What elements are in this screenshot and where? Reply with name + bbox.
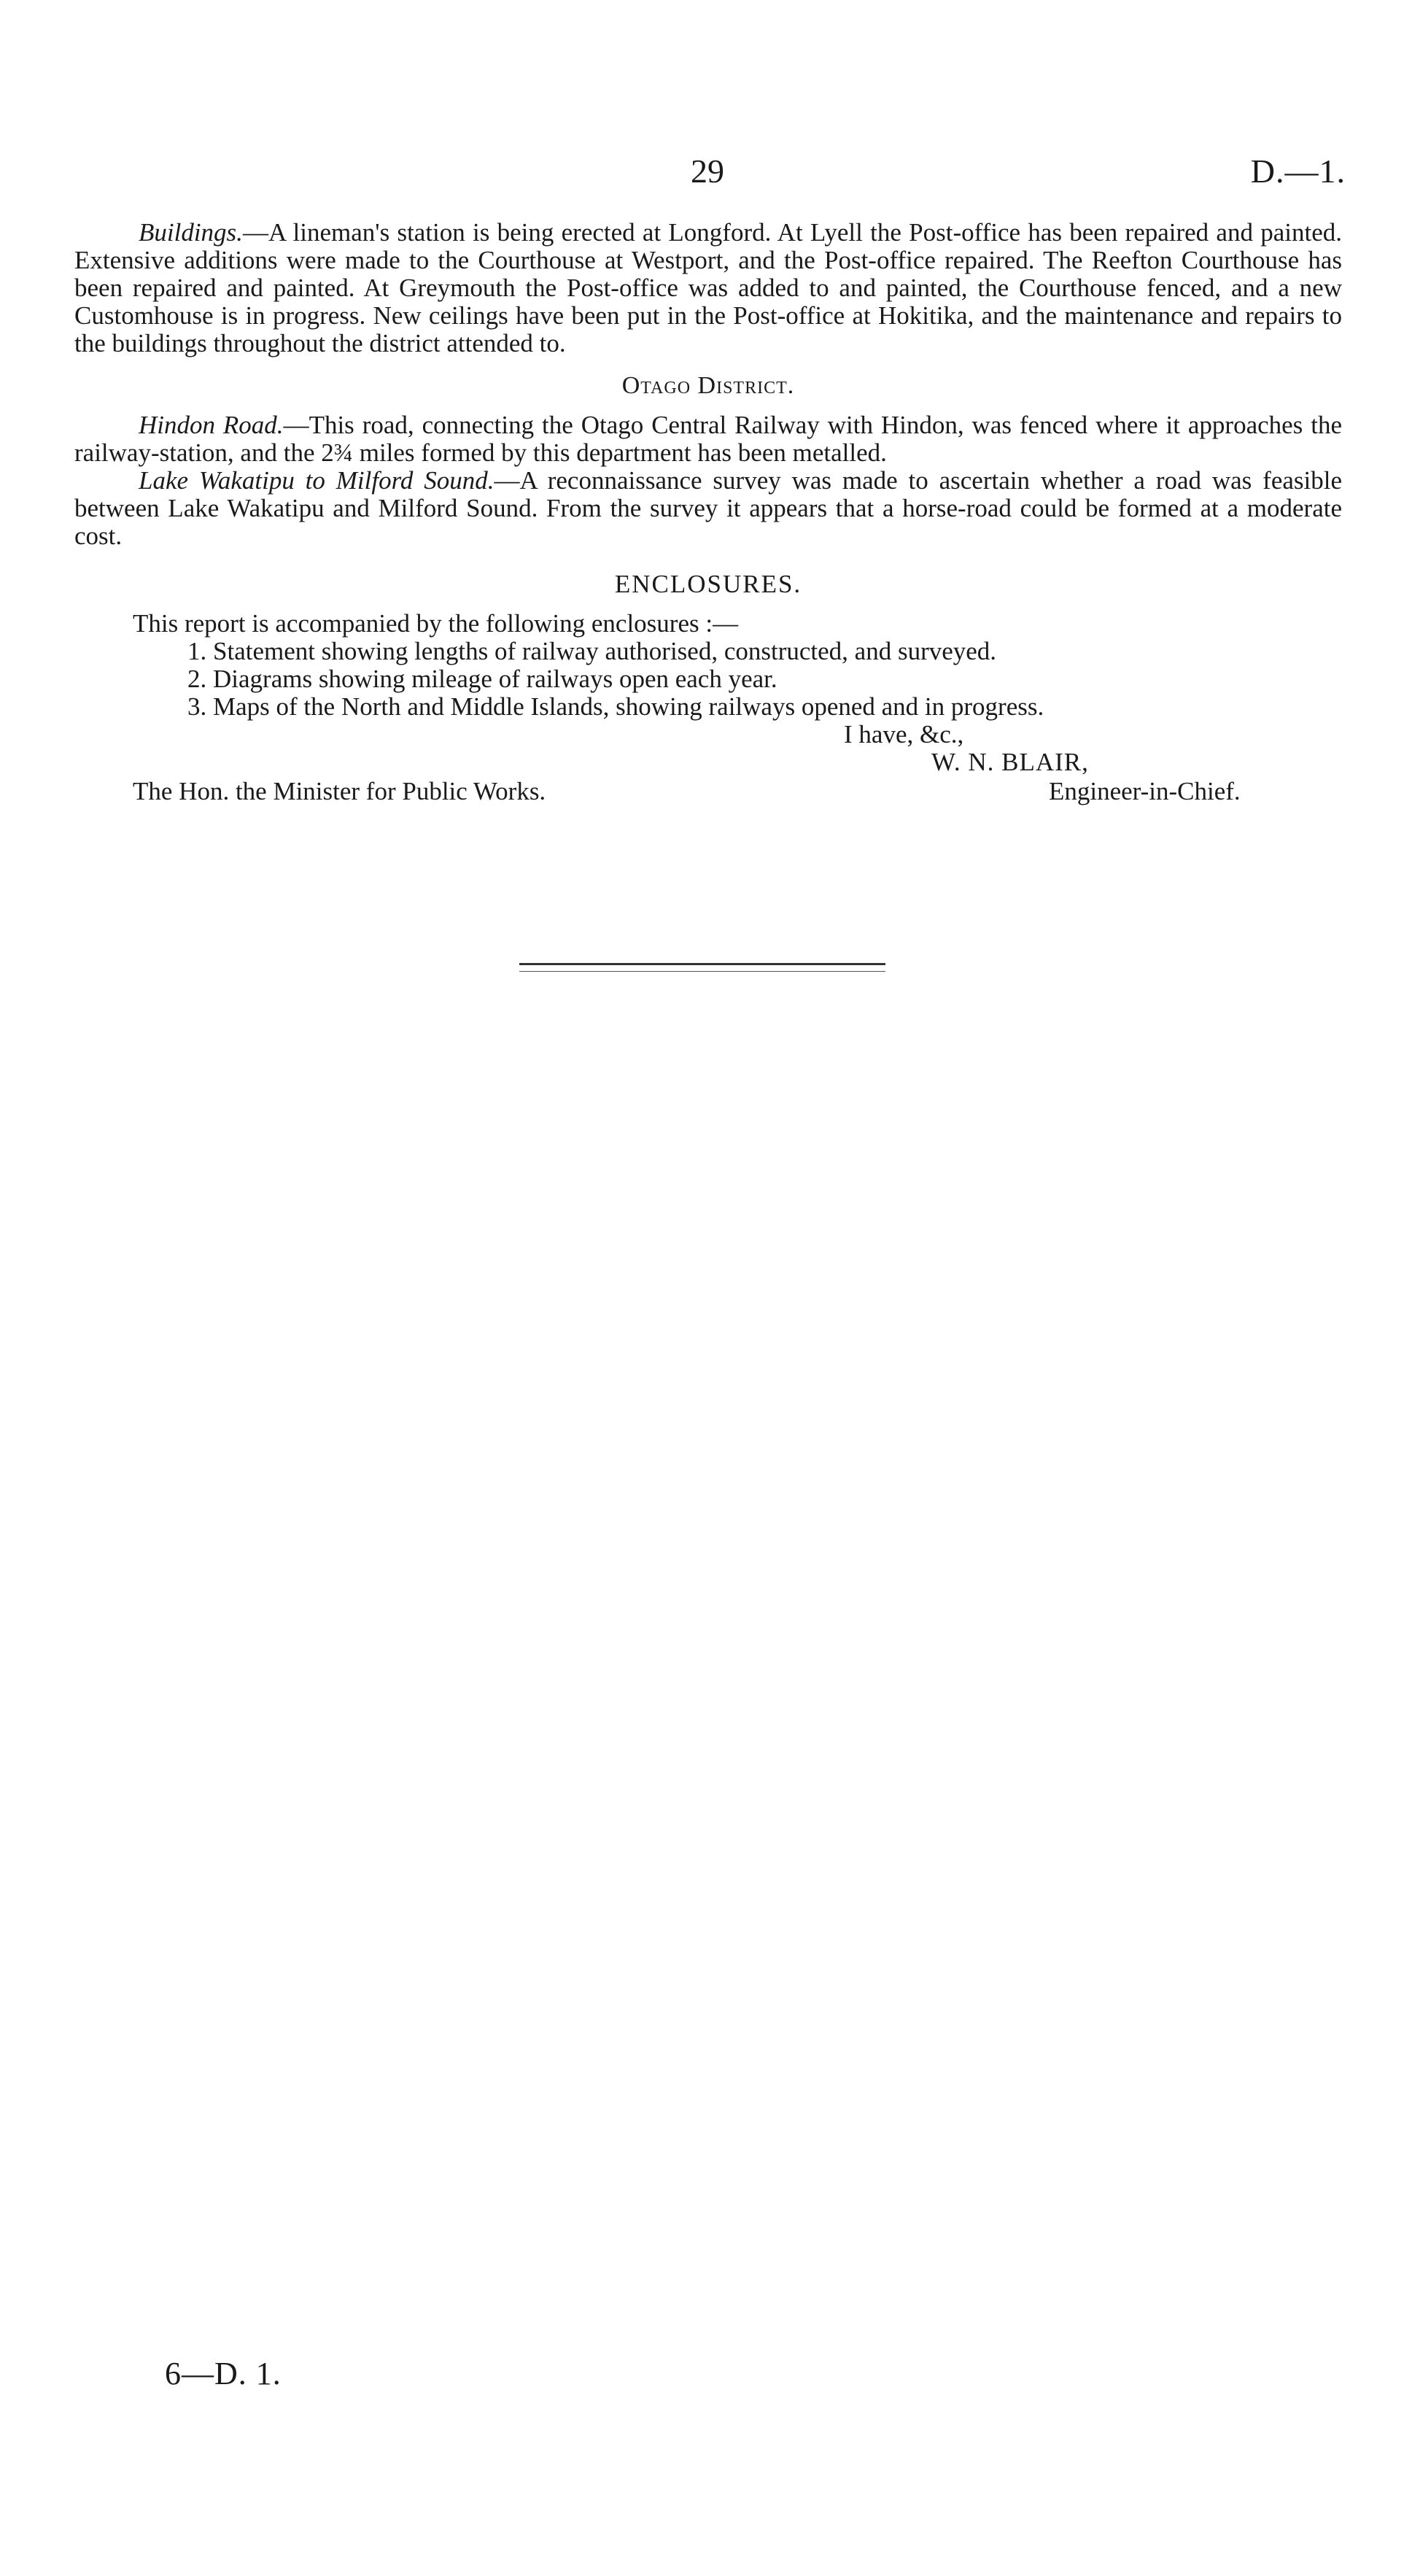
buildings-lead: Buildings. (139, 218, 243, 247)
otago-district-heading: Otago District. (621, 372, 795, 399)
signatory-name: W. N. BLAIR, (931, 748, 1089, 776)
buildings-text: —A lineman's station is being erected at Longford. At Lyell the Post-office has been repaired and painted. Extensive additions were made to the Courthouse at Westport, and the Post-office repaired. The Reefton Courthouse has been repaired and painted. At Greymouth the Post-office was added to and painted, the Courthouse fenced, and a new Customhouse is in progress. New ceilings have been put in the Post-office at Hokitika, and the maintenance and repairs to the buildings throughout the district attended to. (74, 218, 1342, 357)
body-text (74, 219, 1342, 830)
wakatipu-lead: Lake Wakatipu to Milford Sound. (139, 466, 494, 495)
signature-block (74, 721, 1342, 830)
wakatipu-paragraph (74, 467, 1342, 550)
list-item: 2. Diagrams showing mileage of railways open each year. (187, 665, 777, 693)
wakatipu-text: —A reconnaissance survey was made to ascertain whether a road was feasible between Lake Wakatipu and Milford Sound. From the survey it appears that a horse-road could be formed at a moderate cost. (74, 466, 1342, 550)
hindon-road-paragraph (74, 411, 1342, 467)
enclosures-heading: ENCLOSURES. (614, 570, 802, 598)
addressee: The Hon. the Minister for Public Works. (133, 777, 546, 805)
enclosures-list (74, 638, 1342, 721)
double-rule-divider (519, 963, 885, 972)
buildings-paragraph (74, 219, 1342, 357)
closing-line: I have, &c., (844, 720, 964, 749)
signatory-title: Engineer-in-Chief. (1049, 777, 1241, 805)
enclosures-intro: This report is accompanied by the following enclosures :— (133, 609, 739, 638)
footer-reference: 6—D. 1. (165, 2356, 282, 2391)
document-reference: D.—1. (1250, 152, 1346, 190)
hindon-road-text: —This road, connecting the Otago Central Railway with Hindon, was fenced where it approaches the railway-station, and the 2¾ miles formed by this department has been metalled. (74, 411, 1342, 467)
page-number: 29 (691, 152, 724, 190)
hindon-road-lead: Hindon Road. (139, 411, 284, 439)
list-item: 1. Statement showing lengths of railway authorised, constructed, and surveyed. (187, 637, 997, 665)
list-item: 3. Maps of the North and Middle Islands, showing railways opened and in progress. (187, 692, 1044, 721)
